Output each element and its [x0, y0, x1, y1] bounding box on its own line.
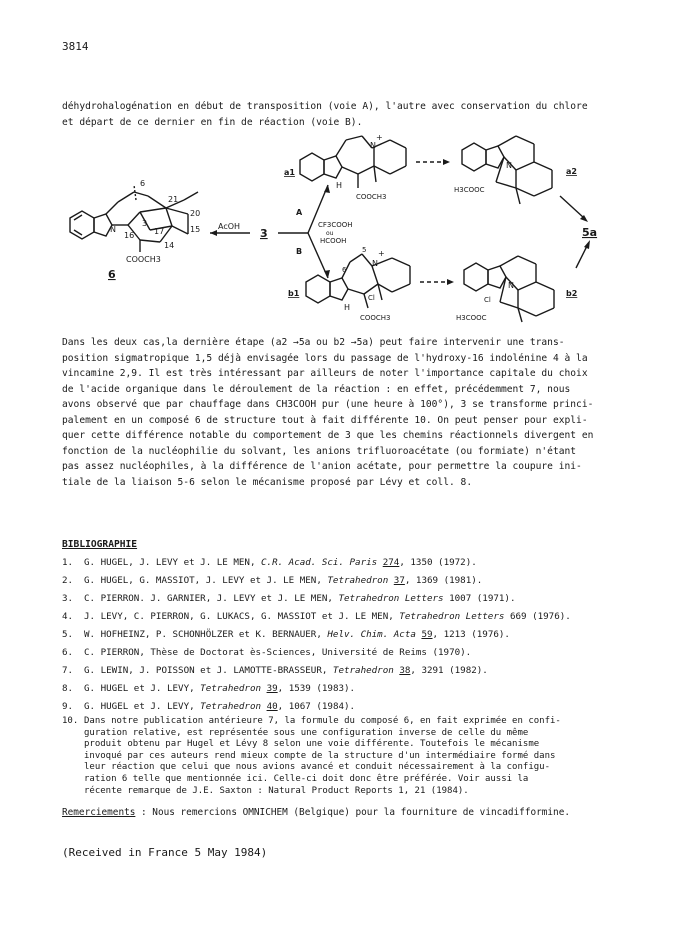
received-date: (Received in France 5 May 1984)	[62, 846, 268, 859]
reference-10-line: invoqué par ces auteurs rend mieux compte de la structure d'un intermédiaire formé dans	[84, 750, 556, 761]
locant-14: 14	[164, 241, 175, 250]
ester-group: COOCH3	[356, 193, 387, 201]
label-b1: b1	[288, 289, 300, 298]
reagent-hcooh: HCOOH	[320, 237, 347, 245]
bibliography-title: BIBLIOGRAPHIE	[62, 539, 138, 550]
reference-10-line: leur réaction que celui que nous avions avancé et conduit nécessairement à la configu-	[84, 762, 550, 773]
discussion-line: fonction de la nucléophilie du solvant, les anions trifluoroacétate (ou formiate) n'étant	[62, 445, 577, 457]
atom-n: N	[508, 281, 514, 290]
discussion-line: de l'acide organique dans le déroulement de la réaction : en effet, précédemment 7, nous	[62, 383, 571, 395]
target-5a: 5a	[582, 226, 598, 239]
locant-16: 16	[124, 231, 135, 240]
reference-item: 7. G. LEWIN, J. POISSON et J. LAMOTTE-BRASSEUR, Tetrahedron 38, 3291 (1982).	[62, 665, 488, 676]
discussion-line: avons observé que par chauffage dans CH3COOH pur (une heure à 100°), 3 se transforme princi-	[62, 399, 594, 410]
ester-group: COOCH3	[360, 314, 391, 322]
locant-17: 17	[154, 227, 165, 236]
atom-n: N	[370, 141, 376, 150]
reaction-scheme	[60, 130, 620, 335]
reference-10-line: produit obtenu par Hugel et Lévy 8 selon une voie différente. Toutefois le mécanisme	[84, 739, 540, 750]
chlorine-atom: Cl	[368, 294, 375, 302]
structure-a1	[284, 133, 406, 201]
ester-group: H3COOC	[454, 186, 485, 194]
reference-10	[62, 716, 561, 797]
reference-item: 3. C. PIERRON. J. GARNIER, J. LEVY et J. LE MEN, Tetrahedron Letters 1007 (1971).	[62, 593, 516, 604]
atom-n: N	[506, 161, 512, 170]
reagent-cf3cooh: CF3COOH	[318, 221, 353, 229]
discussion-line: pas assez nucléophiles, à la différence de l'anion acétate, pour permettre la coupure ini-	[62, 461, 582, 472]
compound-label-3: 3	[260, 227, 268, 240]
locant-21: 21	[168, 195, 179, 204]
discussion-line: position sigmatropique 1,5 déjà envisagée lors du passage de l'hydroxy-16 indolénine 4 à la	[62, 352, 588, 364]
reference-10-line: ration 6 telle que mentionnée ici. Celle-ci doit donc être préférée. Voir aussi la	[84, 773, 529, 784]
route-b-label: B	[296, 247, 303, 256]
label-a2: a2	[566, 167, 577, 176]
charge-plus: +	[378, 249, 385, 258]
reference-item: 2. G. HUGEL, G. MASSIOT, J. LEVY et J. LE MEN, Tetrahedron 37, 1369 (1981).	[62, 575, 483, 586]
reagent-acoh: AcOH	[218, 222, 241, 231]
locant-6: 6	[342, 266, 347, 274]
locant-3: 3	[142, 219, 148, 228]
intro-paragraph	[62, 99, 588, 130]
locant-5: 5	[362, 246, 367, 254]
ester-group: H3COOC	[456, 314, 487, 322]
route-a-label: A	[296, 208, 303, 217]
intro-line: déhydrohalogénation en début de transposition (voie A), l'autre avec conservation du chlore	[62, 101, 588, 112]
reference-item: 1. G. HUGEL, J. LEVY et J. LE MEN, C.R. Acad. Sci. Paris 274, 1350 (1972).	[62, 557, 477, 568]
acknowledgements-text: : Nous remercions OMNICHEM (Belgique) pour la fourniture de vincadifformine.	[135, 807, 570, 818]
locant-20: 20	[190, 209, 201, 218]
acknowledgements-title: Remerciements	[62, 807, 136, 818]
label-b2: b2	[566, 289, 578, 298]
page-number: 3814	[62, 40, 89, 53]
reference-item: 8. G. HUGEL et J. LEVY, Tetrahedron 39, 1539 (1983).	[62, 683, 356, 694]
structure-a2	[454, 136, 577, 204]
reference-item: 4. J. LEVY, C. PIERRON, G. LUKACS, G. MASSIOT et J. LE MEN, Tetrahedron Letters 669 (1976).	[62, 611, 571, 622]
atom-n: N	[372, 259, 378, 268]
locant-6: 6	[140, 179, 146, 188]
reference-item: 6. C. PIERRON, Thèse de Doctorat ès-Sciences, Université de Reims (1970).	[62, 647, 472, 658]
label-a1: a1	[284, 168, 295, 177]
structure-b1	[288, 246, 410, 322]
charge-plus: +	[376, 133, 383, 142]
reference-10-line: récente remarque de J.E. Saxton : Natural Product Reports 1, 21 (1984).	[84, 785, 469, 796]
reference-10-line: guration relative, est représentée sous une configuration inverse de celle du même	[84, 727, 529, 738]
intro-line: et départ de ce dernier en fin de réaction (voie B).	[62, 116, 363, 128]
locant-15: 15	[190, 225, 201, 234]
arrow-a2-5a	[560, 196, 584, 218]
discussion-line: Dans les deux cas,la dernière étape (a2 →5a ou b2 →5a) peut faire intervenir une trans-	[62, 337, 565, 348]
atom-n: N	[110, 225, 116, 234]
nh-hydrogen: H	[344, 303, 351, 312]
ester-group: COOCH3	[126, 255, 161, 264]
chlorine-atom: Cl	[484, 296, 491, 304]
discussion-line: tiale de la liaison 5-6 selon le mécanisme proposé par Lévy et coll. 8.	[62, 476, 473, 488]
reference-10-line: 10. Dans notre publication antérieure 7, la formule du composé 6, en fait exprimée en confi-	[62, 716, 561, 726]
discussion-paragraph	[62, 335, 593, 490]
discussion-line: palement en un composé 6 de structure tout à fait différente 10. On peut penser pour expli-	[62, 414, 588, 426]
reference-item: 9. G. HUGEL et J. LEVY, Tetrahedron 40, 1067 (1984).	[62, 701, 356, 712]
reference-item: 5. W. HOFHEINZ, P. SCHONHÖLZER et K. BERNAUER, Helv. Chim. Acta 59, 1213 (1976).	[62, 629, 510, 640]
nh-hydrogen: H	[336, 181, 343, 190]
compound-label-6: 6	[108, 268, 116, 281]
structure-6	[70, 179, 200, 281]
discussion-line: vincamine 2,9. Il est très intéressant par ailleurs de noter l'importance capitale du choix	[62, 368, 588, 379]
acknowledgements	[62, 807, 570, 818]
reference-list	[62, 556, 571, 714]
discussion-line: quer cette différence notable du comportement de 3 que les chemins réactionnels divergent en	[62, 430, 594, 441]
structure-b2	[456, 256, 577, 322]
reagent-ou: ou	[326, 230, 334, 237]
